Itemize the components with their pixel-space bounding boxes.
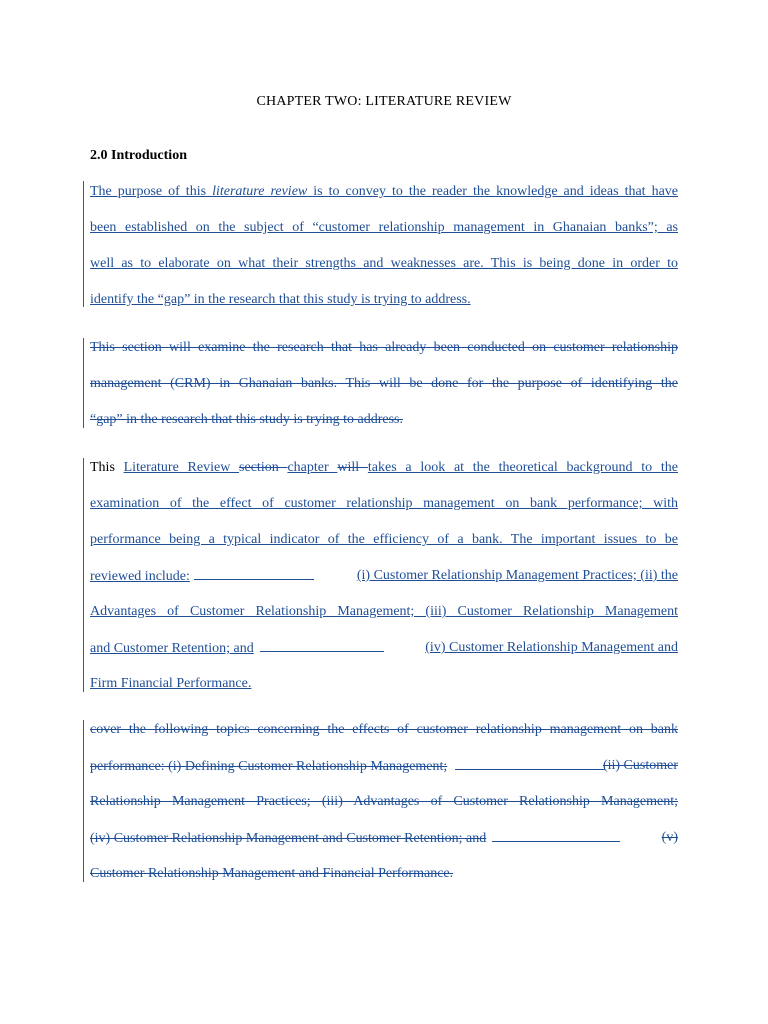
blank-underline [260,639,384,652]
text-line [90,291,678,309]
inserted-text: chapter [287,460,338,475]
deleted-text: Customer Relationship Management and Financial Performance. [90,866,454,881]
plain-text: This [90,460,124,475]
text-line: This section will examine the research that has already been conducted on customer relationship [90,340,678,355]
change-bar [83,181,84,307]
blank-underline [455,757,605,770]
text-line [90,675,678,693]
blank-underline [194,567,314,580]
change-bar [83,720,84,882]
section-heading: 2.0 Introduction [90,148,187,163]
text-line [90,639,678,658]
inserted-text: is to convey to the reader the knowledge and ideas that have [307,184,679,199]
text-line [90,183,678,201]
text-line: Relationship Management Practices; (iii) Advantages of Customer Relationship Management; [90,794,678,809]
blank-underline [492,829,620,842]
text-line: been established on the subject of “customer relationship management in Ghanaian banks”; as [90,220,678,235]
text-line [90,865,678,883]
deleted-text: “gap” in the research that this study is trying to address. [90,412,403,427]
text-line [90,757,678,776]
chapter-title: CHAPTER TWO: LITERATURE REVIEW [256,94,512,109]
text-line: management (CRM) in Ghanaian banks. This will be done for the purpose of identifying the [90,376,678,391]
inserted-text: and Customer Retention; and [90,641,254,656]
text-line [90,459,678,477]
text-line [90,567,678,586]
inserted-text: identify the “gap” in the research that this study is trying to address. [90,292,471,307]
deleted-text: (ii) Customer [602,758,678,773]
inserted-text: reviewed include: [90,569,190,584]
deleted-text: (iv) Customer Relationship Management and Customer Retention; and [90,831,487,846]
deleted-text: section [239,460,288,475]
inserted-text: The purpose of this [90,184,213,199]
change-bar [83,458,84,692]
text-line: Advantages of Customer Relationship Management; (iii) Customer Relationship Management [90,604,678,619]
text-line [90,829,678,848]
deleted-text: will [337,460,368,475]
text-line: examination of the effect of customer relationship management on bank performance; with [90,496,678,511]
text-line [90,411,678,429]
inserted-text: takes a look at the theoretical background to the [367,460,678,475]
deleted-text: performance: (i) Defining Customer Relationship Management; [90,759,448,774]
deleted-text: (v) [661,830,678,845]
inserted-text: Literature Review [123,460,240,475]
inserted-text: (iv) Customer Relationship Management and [425,640,678,655]
text-line: cover the following topics concerning the effects of customer relationship management on bank [90,722,678,737]
inserted-text: (i) Customer Relationship Management Practices; (ii) the [356,568,678,583]
inserted-text-italic: literature review [212,184,308,199]
text-line: performance being a typical indicator of the efficiency of a bank. The important issues to be [90,532,678,547]
text-line: well as to elaborate on what their strengths and weaknesses are. This is being done in order to [90,256,678,271]
inserted-text: Firm Financial Performance. [90,676,252,691]
change-bar [83,338,84,428]
